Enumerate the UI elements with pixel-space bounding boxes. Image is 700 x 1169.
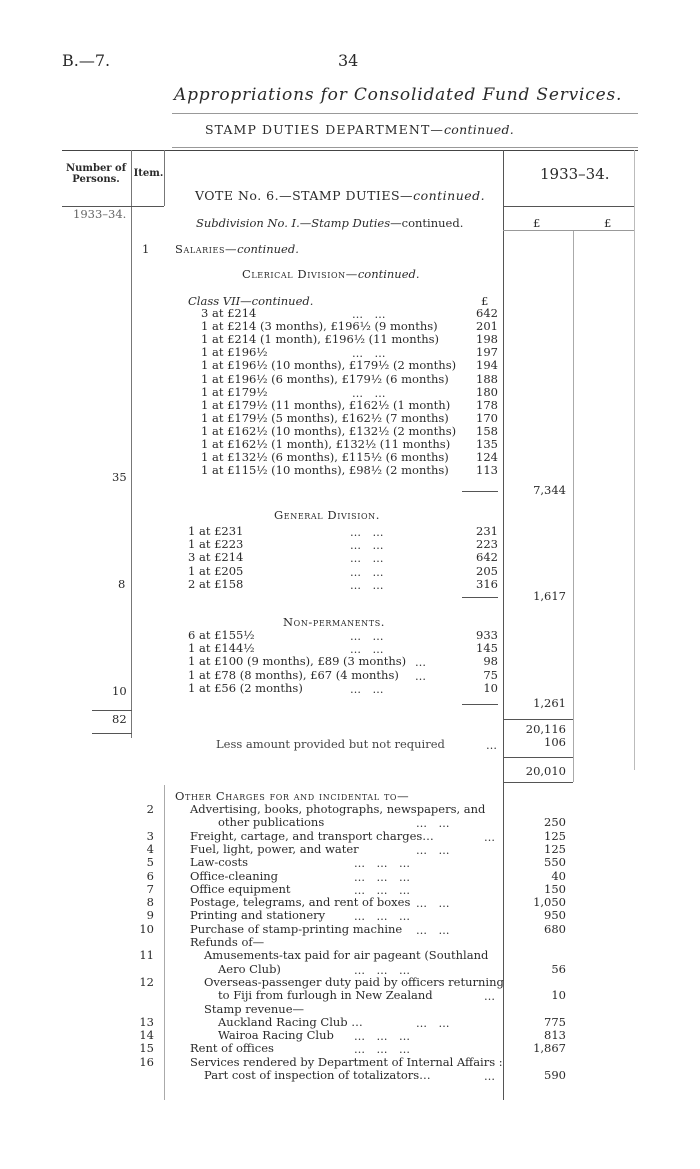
row-amount: 198 <box>476 332 498 347</box>
leader-dots: … <box>484 990 499 1004</box>
row-description: Purchase of stamp-printing machine <box>190 921 403 936</box>
leader-dots: … <box>484 1070 499 1083</box>
leader-dots: … … <box>416 923 454 937</box>
row-amount: 550 <box>544 855 566 870</box>
leader-dots: … … … <box>354 857 414 871</box>
net-total: 20,010 <box>525 764 566 778</box>
row-amount: 316 <box>476 576 498 591</box>
row-description: Services rendered by Department of Internal Affairs : <box>190 1054 503 1069</box>
general-total: 1,617 <box>533 589 566 603</box>
row-description: 1 at £56 (2 months) <box>188 680 303 695</box>
row-amount: 170 <box>476 410 498 425</box>
item-number: 3 <box>146 828 154 843</box>
leader-dots: … … <box>350 630 388 643</box>
general-division-heading: General Division. <box>274 508 381 522</box>
row-description: 1 at £179½ (5 months), £162½ (7 months) <box>201 410 449 425</box>
row-amount: 125 <box>544 841 566 856</box>
row-description: Aero Club) <box>218 961 281 976</box>
row-amount: 178 <box>476 397 498 412</box>
row-amount: 150 <box>544 881 566 896</box>
row-description: 1 at £205 <box>188 563 244 578</box>
item-number: 1 <box>142 242 150 256</box>
row-description: 1 at £214 (3 months), £196½ (9 months) <box>201 319 438 334</box>
title-rule <box>172 113 638 114</box>
row-amount: 188 <box>476 371 498 386</box>
amount-column-rule <box>503 150 504 1100</box>
item-number: 5 <box>146 855 154 870</box>
row-description: Part cost of inspection of totalizators… <box>204 1068 431 1082</box>
row-amount: 950 <box>544 908 566 923</box>
row-description: Overseas-passenger duty paid by officers returning <box>204 974 504 989</box>
row-amount: 145 <box>476 641 498 656</box>
leader-dots: … <box>415 656 430 670</box>
table-top-rule <box>62 150 638 151</box>
leader-dots: … … <box>352 386 390 400</box>
row-amount: 775 <box>544 1014 566 1029</box>
leader-dots: … <box>486 739 501 752</box>
persons-column-header: Number of Persons. <box>65 163 127 185</box>
item-number: 4 <box>146 841 154 856</box>
row-description: Auckland Racing Club … <box>218 1014 363 1029</box>
sub-amount-column-rule <box>573 230 574 782</box>
item-number: 13 <box>139 1014 154 1029</box>
row-description: 1 at £162½ (1 month), £132½ (11 months) <box>201 437 451 451</box>
net-rule-top <box>503 757 573 758</box>
row-description: 1 at £162½ (10 months), £132½ (2 months) <box>201 423 457 438</box>
row-amount: 197 <box>476 345 498 360</box>
subdivision-title: Subdivision No. I.—Stamp Duties—continued. <box>196 216 464 230</box>
row-amount: 125 <box>544 828 566 843</box>
leader-dots: … … <box>350 552 388 566</box>
row-description: 1 at £179½ <box>201 384 268 399</box>
row-amount: 124 <box>476 450 498 465</box>
salaries-heading: Salaries—continued. <box>175 242 299 256</box>
row-amount: 194 <box>476 358 498 373</box>
persons-year-label: 1933–34. <box>73 207 127 221</box>
row-amount: 642 <box>476 306 498 320</box>
row-description: 1 at £78 (8 months), £67 (4 months) <box>188 667 399 682</box>
other-charges-heading: Other Charges for and incidental to— <box>175 789 410 803</box>
leader-dots: … <box>484 830 499 844</box>
row-description: Advertising, books, photographs, newspapers, and <box>190 802 486 816</box>
row-description: 1 at £179½ (11 months), £162½ (1 month) <box>201 397 451 412</box>
item-number: 7 <box>146 881 154 896</box>
row-amount: 205 <box>476 563 498 578</box>
row-amount: 135 <box>476 437 498 451</box>
row-amount: 590 <box>544 1068 566 1082</box>
row-description: 1 at £223 <box>188 537 244 552</box>
row-amount: 40 <box>551 868 566 883</box>
subtitle-rule <box>172 147 638 148</box>
general-subtotal-rule <box>462 597 498 598</box>
page-number: 34 <box>338 51 359 70</box>
row-amount: 10 <box>551 988 566 1003</box>
clerical-subtotal-rule <box>462 491 498 492</box>
row-description: 1 at £196½ <box>201 345 268 360</box>
item-number: 10 <box>139 921 154 936</box>
clerical-persons: 35 <box>112 470 127 484</box>
gross-total: 20,116 <box>525 722 566 736</box>
item-number: 2 <box>146 802 154 816</box>
page-reference: B.—7. <box>62 51 111 70</box>
item-number: 12 <box>139 974 154 989</box>
clerical-division-heading: Clerical Division—continued. <box>242 267 420 281</box>
persons-column-rule <box>131 150 132 738</box>
row-amount: 933 <box>476 628 498 642</box>
leader-dots: … … <box>350 578 388 592</box>
row-description: 3 at £214 <box>188 550 244 565</box>
row-amount: 231 <box>476 524 498 538</box>
item-column-header: Item. <box>133 168 164 179</box>
row-amount: 813 <box>544 1028 566 1043</box>
leader-dots: … <box>415 669 430 683</box>
row-description: Wairoa Racing Club <box>218 1028 334 1043</box>
row-description: 1 at £231 <box>188 524 244 538</box>
leader-dots: … … <box>350 643 388 657</box>
row-amount: 10 <box>483 680 498 695</box>
gross-rule <box>503 719 573 720</box>
row-amount: 98 <box>483 654 498 669</box>
row-description: Amusements-tax paid for air pageant (Southland <box>204 948 489 963</box>
item-number: 15 <box>139 1041 154 1056</box>
persons-total-rule-bottom <box>92 733 132 734</box>
leader-dots: … … <box>350 526 388 539</box>
leader-dots: … … … <box>354 870 414 884</box>
row-description: Freight, cartage, and transport charges… <box>190 828 434 843</box>
item-number: 11 <box>139 948 154 963</box>
row-description: Office equipment <box>190 881 291 896</box>
item-number: 14 <box>139 1028 154 1043</box>
leader-dots: … … <box>350 682 388 696</box>
row-description: Fuel, light, power, and water <box>190 841 359 856</box>
row-description: 3 at £214 <box>201 306 257 320</box>
row-description: 1 at £144½ <box>188 641 255 656</box>
item-number: 16 <box>139 1054 154 1069</box>
pound-row-rule <box>503 230 634 231</box>
row-description: Printing and stationery <box>190 908 326 923</box>
leader-dots: … … <box>352 347 390 361</box>
pound-symbol-b: £ <box>604 216 612 230</box>
leader-dots: … … <box>416 817 454 831</box>
non-permanents-subtotal-rule <box>462 704 498 705</box>
persons-total: 82 <box>112 712 127 726</box>
non-permanents-heading: Non-permanents. <box>283 615 386 629</box>
row-amount: 158 <box>476 423 498 438</box>
leader-dots: … … <box>352 308 390 321</box>
leader-dots: … … … <box>354 1043 414 1057</box>
row-description: to Fiji from furlough in New Zealand <box>218 988 433 1003</box>
row-description: 1 at £214 (1 month), £196½ (11 months) <box>201 332 440 347</box>
right-edge-rule <box>634 150 635 770</box>
row-description: 1 at £132½ (6 months), £115½ (6 months) <box>201 450 449 465</box>
row-description: 6 at £155½ <box>188 628 255 642</box>
row-description: 1 at £115½ (10 months), £98½ (2 months) <box>201 463 449 478</box>
item-number: 9 <box>146 908 154 923</box>
row-amount: 56 <box>551 961 566 976</box>
leader-dots: … … … <box>354 963 414 977</box>
row-description: Office-cleaning <box>190 868 279 883</box>
pound-symbol-a: £ <box>533 216 541 230</box>
row-amount: 680 <box>544 921 566 936</box>
row-description: Rent of offices <box>190 1041 274 1056</box>
row-description: Law-costs <box>190 855 249 870</box>
row-description: other publications <box>218 815 325 830</box>
row-description: 1 at £100 (9 months), £89 (3 months) <box>188 654 407 669</box>
non-permanents-total: 1,261 <box>533 696 566 710</box>
leader-dots: … … <box>416 897 454 911</box>
item-number: 8 <box>146 895 154 910</box>
leader-dots: … … <box>416 1016 454 1030</box>
item-column-rule <box>164 150 165 206</box>
item-column-rule-lower <box>164 785 165 1100</box>
row-description: 2 at £158 <box>188 576 244 591</box>
leader-dots: … … … <box>354 883 414 897</box>
row-description: 1 at £196½ (6 months), £179½ (6 months) <box>201 371 449 386</box>
header-bottom-rule-right <box>503 206 634 207</box>
pound-symbol: £ <box>481 294 489 308</box>
leader-dots: … … … <box>354 910 414 924</box>
row-amount: 250 <box>544 815 566 830</box>
row-amount: 75 <box>483 667 498 682</box>
leader-dots: … … <box>416 843 454 857</box>
less-amount-label: Less amount provided but not required <box>216 737 445 751</box>
row-amount: 1,050 <box>533 895 566 910</box>
leader-dots: … … … <box>354 1030 414 1044</box>
vote-title: VOTE No. 6.—STAMP DUTIES—continued. <box>195 188 486 203</box>
row-amount: 642 <box>476 550 498 565</box>
non-permanents-persons: 10 <box>112 684 127 698</box>
persons-total-rule-top <box>92 710 132 711</box>
row-amount: 223 <box>476 537 498 552</box>
clerical-total: 7,344 <box>533 483 566 497</box>
year-column-header: 1933–34. <box>540 165 610 183</box>
row-amount: 1,867 <box>533 1041 566 1056</box>
less-amount: 106 <box>544 735 566 749</box>
page-title: Appropriations for Consolidated Fund Services. <box>174 85 623 105</box>
general-persons: 8 <box>118 577 126 591</box>
leader-dots: … … <box>350 565 388 579</box>
row-description: Stamp revenue— <box>204 1001 305 1016</box>
class-label: Class VII—continued. <box>188 294 314 308</box>
row-description: Postage, telegrams, and rent of boxes <box>190 895 411 910</box>
row-description: Refunds of— <box>190 935 265 949</box>
leader-dots: … … <box>350 539 388 553</box>
row-amount: 180 <box>476 384 498 399</box>
row-description: 1 at £196½ (10 months), £179½ (2 months) <box>201 358 457 373</box>
row-amount: 201 <box>476 319 498 334</box>
net-rule-bottom <box>503 782 573 783</box>
item-number: 6 <box>146 868 154 883</box>
department-subtitle: STAMP DUTIES DEPARTMENT—continued. <box>205 122 515 137</box>
row-amount: 113 <box>476 463 498 478</box>
